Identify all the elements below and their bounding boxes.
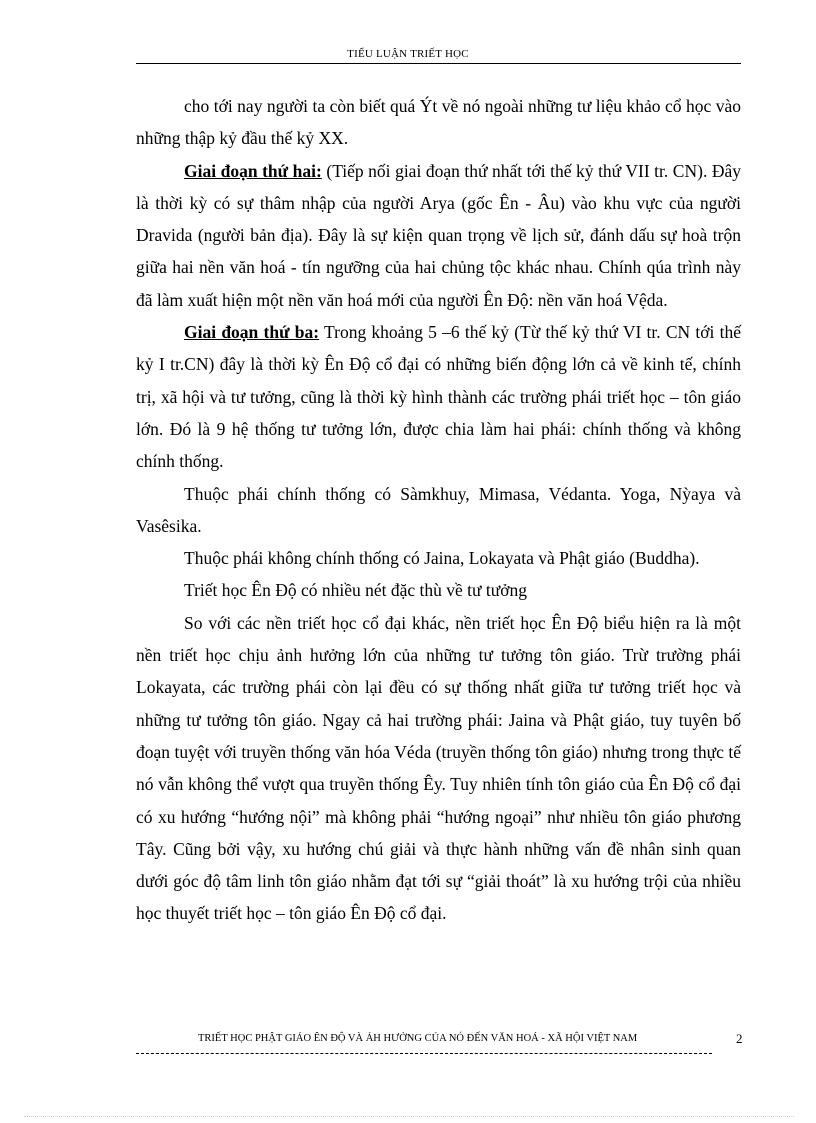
paragraph [136,542,741,574]
paragraph [136,155,741,316]
body-text [136,90,741,930]
header-divider [136,63,741,64]
paragraph-text: cho tới nay người ta còn biết quá Ýt về nó ngoài những tư liệu khảo cổ học vào những thập kỷ đầu thế kỷ XX. [136,96,741,149]
footer-divider [136,1053,712,1054]
paragraph [136,607,741,930]
running-header: TIỂU LUẬN TRIẾT HỌC [347,48,469,60]
section-label: Giai đoạn thứ hai: [184,160,322,181]
paragraph [136,478,741,543]
paragraph-text: Triết học Ên Độ có nhiều nét đặc thù về tư tưởng [184,580,528,601]
paragraph-text: Trong khoảng 5 –6 thế kỷ (Từ thế kỷ thứ VI tr. CN tới thế kỷ I tr.CN) đây là thời kỳ Ên Độ cổ đại có những biến động lớn cả về kinh tế, chính trị, xã hội và tư tưởng, cũng là thời kỳ hình thành các trường phái triết học – tôn giáo lớn. Đó là 9 hệ thống tư tưởng lớn, được chia làm hai phái: chính thống và không chính thống. [136,322,741,472]
paragraph-text: Thuộc phái không chính thống có Jaina, Lokayata và Phật giáo (Buddha). [184,548,700,569]
section-label: Giai đoạn thứ ba: [184,322,320,343]
paragraph-text: Thuộc phái chính thống có Sàmkhuy, Mimasa, Védanta. Yoga, Nỳaya và Vasêsika. [136,483,741,536]
running-footer: TRIẾT HỌC PHẬT GIÁO ÊN ĐỘ VÀ ẢH HƯỞNG CỦA NÓ ĐẾN VĂN HOÁ - XÃ HỘI VIỆT NAM [198,1033,638,1044]
paragraph-text: (Tiếp nối giai đoạn thứ nhất tới thế kỷ thứ VII tr. CN). Đây là thời kỳ có sự thâm nhập của người Arya (gốc Ên - Âu) vào khu vực của người Dravida (người bản địa). Đây là sự kiện quan trọng về lịch sử, đánh dấu sự hoà trộn giữa hai nền văn hoá - tín ngưỡng của hai chủng tộc khác nhau. Chính qúa trình này đã làm xuất hiện một nền văn hoá mới của người Ên Độ: nền văn hoá Vệda. [136,160,741,310]
paragraph [136,90,741,155]
paragraph [136,574,741,606]
page-edge-divider [24,1116,794,1117]
page-number: 2 [736,1031,743,1046]
paragraph [136,316,741,477]
paragraph-text: So với các nền triết học cổ đại khác, nền triết học Ên Độ biểu hiện ra là một nền triết học chịu ảnh hưởng lớn của những tư tưởng tôn giáo. Trừ trường phái Lokayata, các trường phái còn lại đều có sự thống nhất giữa tư tưởng triết học và những tư tưởng tôn giáo. Ngay cả hai trường phái: Jaina và Phật giáo, tuy tuyên bố đoạn tuyệt với truyền thống văn hóa Véda (truyền thống tôn giáo) nhưng trong thực tế nó vẫn không thể vượt qua truyền thống Êy. Tuy nhiên tính tôn giáo của Ên Độ cổ đại có xu hướng “hướng nội” mà không phải “hướng ngoại” như nhiều tôn giáo phương Tây. Cũng bởi vậy, xu hướng chú giải và thực hành những vấn đề nhân sinh quan dưới góc độ tâm linh tôn giáo nhằm đạt tới sự “giải thoát” là xu hướng trội của nhiều học thuyết triết học – tôn giáo Ên Độ cổ đại. [136,612,741,924]
